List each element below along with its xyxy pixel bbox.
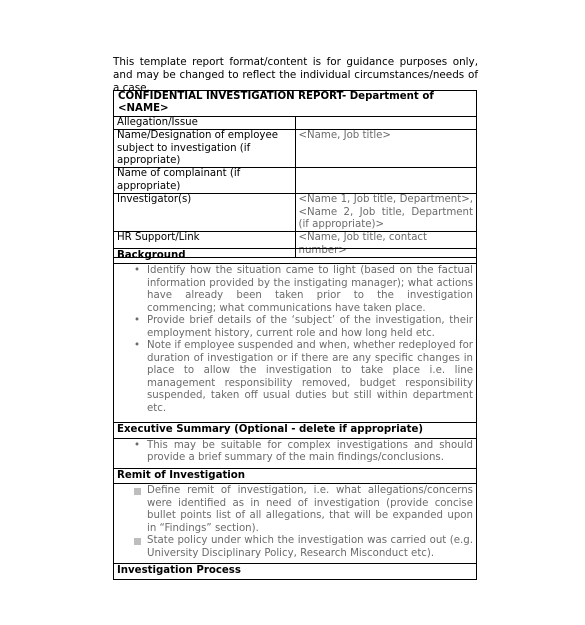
background-heading: Background [114,249,477,264]
list-item: • This may be suitable for complex investigations and should provide a brief summary of the main findings/conclusions. [134,439,473,464]
report-details-table [113,90,477,258]
employee-value[interactable]: <Name, Job title> [295,130,477,168]
square-bullet-icon [134,538,141,545]
intro-text: This template report format/content is for guidance purposes only, and may be changed to reflect the individual circumstances/needs of a case. [113,56,478,94]
list-item: • Identify how the situation came to light (based on the factual information provided by the instigating manager); what actions have already been taken prior to the investigation commencing; what communications have taken place. [134,265,473,314]
bullet-icon: • [134,439,141,451]
hr-support-label: HR Support/Link [114,232,296,258]
report-sections-table [113,248,477,580]
bullet-icon: • [134,265,141,277]
remit-body [114,484,477,564]
list-item: • Provide brief details of the ‘subject’ of the investigation, their employment history, current role and how long held etc. [134,315,473,339]
list-item: State policy under which the investigation was carried out (e.g. University Disciplinary Policy, Research Misconduct etc). [117,535,473,560]
investigation-process-heading: Investigation Process [114,564,477,579]
allegation-value[interactable] [295,116,477,129]
square-bullet-icon [134,488,141,495]
complainant-label: Name of complainant (if appropriate) [114,168,296,194]
executive-summary-heading: Executive Summary (Optional - delete if appropriate) [114,423,477,438]
background-body [114,264,477,423]
remit-heading: Remit of Investigation [114,468,477,483]
list-item: • Note if employee suspended and when, whether redeployed for duration of investigation or if there are any specific changes in place to allow the investigation to take place i.e. line management responsibility removed, budget responsibility suspended, taken off usual duties but still within department etc. [134,340,473,414]
employee-label: Name/Designation of employee subject to investigation (if appropriate) [114,130,296,168]
complainant-value[interactable] [295,168,477,194]
bullet-icon: • [134,340,141,352]
bullet-icon: • [134,315,141,327]
list-item: Define remit of investigation, i.e. what allegations/concerns were identified as in need of investigation (provide concise bullet points list of all allegations, that will be expanded upon in “Findings” section). [117,485,473,535]
investigators-value[interactable]: <Name 1, Job title, Department>, <Name 2, Job title, Department (if appropriate)> [295,194,477,232]
hr-support-value[interactable]: <Name, Job title, contact number> [295,232,477,258]
allegation-label: Allegation/Issue [114,116,296,129]
investigators-label: Investigator(s) [114,194,296,232]
executive-summary-body [114,438,477,468]
report-header: CONFIDENTIAL INVESTIGATION REPORT- Department of <NAME> [114,91,477,117]
